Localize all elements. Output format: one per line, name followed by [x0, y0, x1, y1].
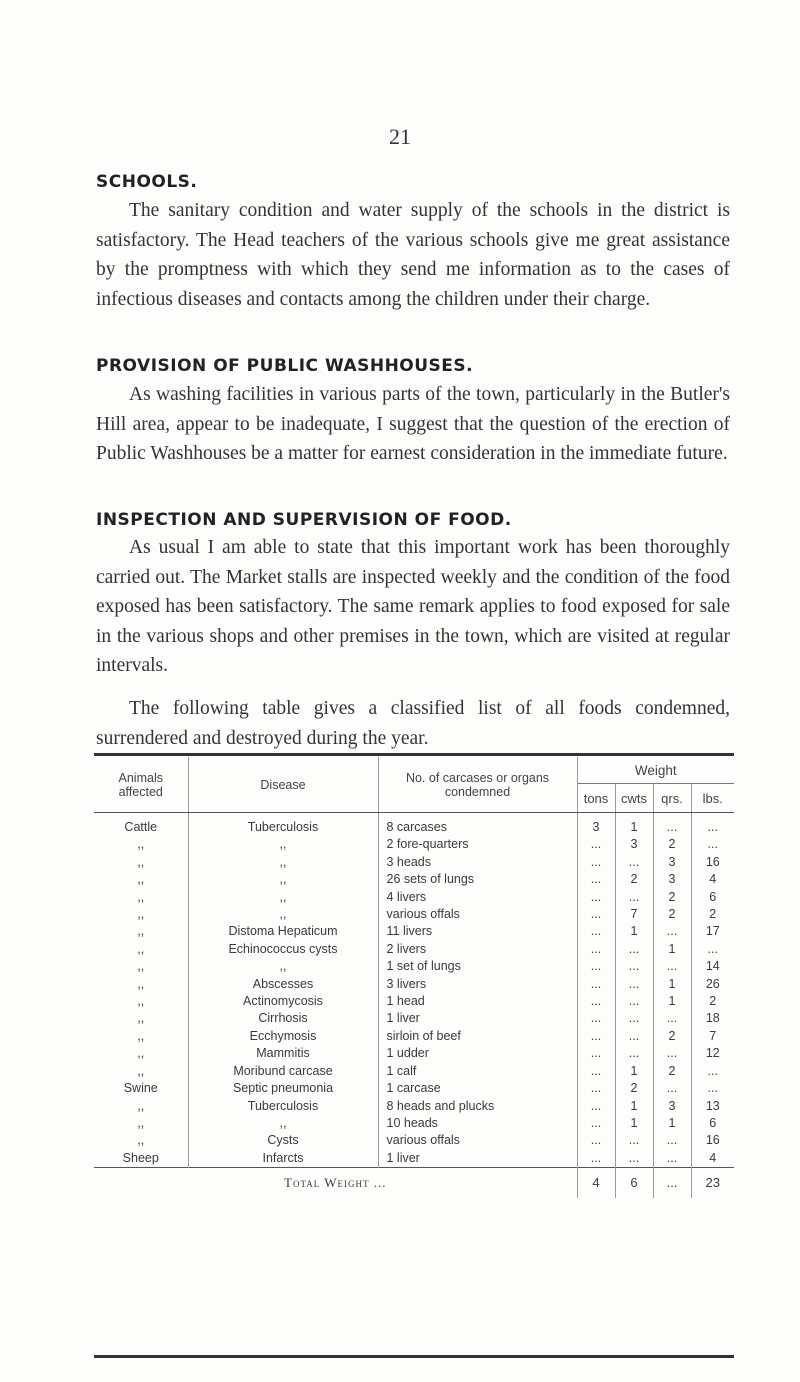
- cell-condemned: 10 heads: [378, 1115, 577, 1132]
- cell-animal: ,,: [94, 993, 188, 1010]
- cell-disease: ,,: [188, 871, 378, 888]
- cell-lbs: 14: [705, 959, 720, 974]
- cell-qrs: ...: [653, 1150, 691, 1168]
- cell-cwts: 1: [615, 1063, 653, 1080]
- food-heading: INSPECTION AND SUPERVISION OF FOOD.: [96, 510, 512, 530]
- table-row: [94, 836, 734, 853]
- cell-lbs: 26: [705, 976, 720, 991]
- cell-cwts: ...: [615, 1010, 653, 1027]
- cell-animal: ,,: [94, 1098, 188, 1115]
- cell-tons: 3: [577, 813, 615, 837]
- header-qrs: qrs.: [653, 784, 691, 813]
- cell-condemned: 2 livers: [378, 941, 577, 958]
- cell-lbs: 2: [709, 907, 717, 922]
- cell-lbs: ...: [707, 837, 718, 852]
- cell-qrs: ...: [653, 1010, 691, 1027]
- cell-lbs: 16: [705, 854, 720, 869]
- schools-heading: SCHOOLS.: [96, 172, 198, 192]
- cell-tons: ...: [577, 958, 615, 975]
- cell-tons: ...: [577, 836, 615, 853]
- cell-qrs: 3: [653, 1098, 691, 1115]
- header-animals: Animals affected: [94, 757, 188, 813]
- cell-cwts: 1: [615, 923, 653, 940]
- cell-condemned: 1 liver: [378, 1150, 577, 1168]
- cell-qrs: 3: [653, 854, 691, 871]
- cell-condemned: various offals: [378, 1132, 577, 1149]
- cell-qrs: 1: [653, 993, 691, 1010]
- total-qrs: ...: [653, 1168, 691, 1199]
- cell-lbs: ...: [707, 820, 718, 834]
- table-row: [94, 1150, 734, 1168]
- total-row: [94, 1168, 734, 1199]
- cell-lbs: 6: [709, 1115, 717, 1130]
- cell-tons: ...: [577, 1132, 615, 1149]
- table-row: [94, 1132, 734, 1149]
- cell-tons: ...: [577, 1080, 615, 1097]
- cell-cwts: 2: [615, 871, 653, 888]
- cell-disease: Cirrhosis: [188, 1010, 378, 1027]
- cell-lbs: 12: [705, 1046, 720, 1061]
- cell-disease: Cysts: [188, 1132, 378, 1149]
- table-intro-paragraph: The following table gives a classified list of all foods condemned, surrendered and destroyed during the year.: [96, 698, 730, 749]
- table-row: [94, 958, 734, 975]
- total-tons: 4: [577, 1168, 615, 1199]
- cell-qrs: 2: [653, 906, 691, 923]
- cell-cwts: ...: [615, 976, 653, 993]
- cell-disease: Moribund carcase: [188, 1063, 378, 1080]
- cell-cwts: ...: [615, 889, 653, 906]
- cell-qrs: ...: [653, 1045, 691, 1062]
- cell-disease: Tuberculosis: [188, 1098, 378, 1115]
- cell-disease: ,,: [188, 958, 378, 975]
- cell-condemned: 1 calf: [378, 1063, 577, 1080]
- cell-disease: Septic pneumonia: [188, 1080, 378, 1097]
- schools-paragraph: The sanitary condition and water supply of the schools in the district is satisfactory. The Head teachers of the various schools give me great assistance by the promptness with which they send me information as to the cases of infectious diseases and contacts among the children under their charge.: [96, 200, 730, 310]
- cell-condemned: 1 head: [378, 993, 577, 1010]
- cell-condemned: 1 udder: [378, 1045, 577, 1062]
- table-row: [94, 1010, 734, 1027]
- cell-tons: ...: [577, 1150, 615, 1168]
- cell-disease: Distoma Hepaticum: [188, 923, 378, 940]
- cell-condemned: 8 carcases: [378, 813, 577, 837]
- cell-cwts: 1: [615, 1115, 653, 1132]
- cell-condemned: 2 fore-quarters: [378, 836, 577, 853]
- cell-lbs: 16: [705, 1133, 720, 1148]
- table-row: [94, 813, 734, 837]
- table-row: [94, 1080, 734, 1097]
- cell-lbs: 7: [709, 1028, 717, 1043]
- cell-condemned: 3 heads: [378, 854, 577, 871]
- cell-animal: ,,: [94, 1028, 188, 1045]
- cell-qrs: ...: [653, 813, 691, 837]
- table-row: [94, 976, 734, 993]
- table-row: [94, 854, 734, 871]
- cell-disease: Infarcts: [188, 1150, 378, 1168]
- cell-animal: ,,: [94, 854, 188, 871]
- cell-condemned: 11 livers: [378, 923, 577, 940]
- table-row: [94, 906, 734, 923]
- cell-disease: Mammitis: [188, 1045, 378, 1062]
- cell-animal: ,,: [94, 1115, 188, 1132]
- cell-animal: ,,: [94, 941, 188, 958]
- table-top-rule: [94, 753, 734, 756]
- cell-disease: Tuberculosis: [188, 813, 378, 837]
- cell-tons: ...: [577, 889, 615, 906]
- cell-tons: ...: [577, 1098, 615, 1115]
- table-row: [94, 1098, 734, 1115]
- cell-lbs: 13: [705, 1098, 720, 1113]
- cell-tons: ...: [577, 871, 615, 888]
- cell-tons: ...: [577, 1115, 615, 1132]
- cell-lbs: ...: [707, 941, 718, 956]
- cell-tons: ...: [577, 1010, 615, 1027]
- condemned-food-table: [94, 757, 734, 1198]
- cell-disease: ,,: [188, 906, 378, 923]
- header-cwts: cwts: [615, 784, 653, 813]
- cell-qrs: 2: [653, 1063, 691, 1080]
- table-row: [94, 1115, 734, 1132]
- cell-condemned: various offals: [378, 906, 577, 923]
- cell-lbs: 2: [709, 994, 717, 1009]
- total-label: Total Weight ...: [94, 1168, 577, 1199]
- cell-cwts: ...: [615, 1045, 653, 1062]
- page-number: 21: [389, 124, 411, 149]
- cell-condemned: sirloin of beef: [378, 1028, 577, 1045]
- header-disease: Disease: [188, 757, 378, 813]
- cell-cwts: ...: [615, 993, 653, 1010]
- cell-tons: ...: [577, 993, 615, 1010]
- cell-cwts: ...: [615, 958, 653, 975]
- cell-tons: ...: [577, 906, 615, 923]
- cell-qrs: ...: [653, 1080, 691, 1097]
- cell-cwts: 1: [615, 1098, 653, 1115]
- cell-animal: ,,: [94, 906, 188, 923]
- cell-qrs: 1: [653, 976, 691, 993]
- washhouses-heading: PROVISION OF PUBLIC WASHHOUSES.: [96, 356, 474, 376]
- cell-animal: Swine: [94, 1080, 188, 1097]
- cell-animal: ,,: [94, 1132, 188, 1149]
- table-row: [94, 871, 734, 888]
- cell-qrs: ...: [653, 1132, 691, 1149]
- cell-disease: Abscesses: [188, 976, 378, 993]
- cell-cwts: 3: [615, 836, 653, 853]
- cell-lbs: 18: [705, 1011, 720, 1026]
- table-row: [94, 1063, 734, 1080]
- cell-animal: ,,: [94, 871, 188, 888]
- cell-condemned: 1 set of lungs: [378, 958, 577, 975]
- cell-condemned: 3 livers: [378, 976, 577, 993]
- food-paragraph: As usual I am able to state that this important work has been thoroughly carried out. The Market stalls are inspected weekly and the condition of the food exposed has been satisfactory. The same remark applies to food exposed for sale in the various shops and other premises in the town, which are visited at regular intervals.: [96, 537, 730, 676]
- cell-disease: ,,: [188, 889, 378, 906]
- table-row: [94, 1028, 734, 1045]
- cell-lbs: 4: [709, 1150, 717, 1165]
- cell-qrs: 1: [653, 941, 691, 958]
- cell-animal: ,,: [94, 958, 188, 975]
- header-lbs: lbs.: [691, 784, 734, 813]
- cell-condemned: 26 sets of lungs: [378, 871, 577, 888]
- cell-disease: ,,: [188, 1115, 378, 1132]
- cell-qrs: 2: [653, 836, 691, 853]
- cell-lbs: 6: [709, 889, 717, 904]
- cell-animal: ,,: [94, 1010, 188, 1027]
- cell-animal: ,,: [94, 836, 188, 853]
- cell-animal: ,,: [94, 1045, 188, 1062]
- cell-animal: ,,: [94, 976, 188, 993]
- table-row: [94, 941, 734, 958]
- header-organs: No. of carcases or organs condemned: [378, 757, 577, 813]
- total-cwts: 6: [615, 1168, 653, 1199]
- cell-disease: ,,: [188, 836, 378, 853]
- cell-qrs: 2: [653, 889, 691, 906]
- cell-tons: ...: [577, 976, 615, 993]
- cell-condemned: 4 livers: [378, 889, 577, 906]
- cell-tons: ...: [577, 941, 615, 958]
- cell-disease: Actinomycosis: [188, 993, 378, 1010]
- cell-animal: ,,: [94, 889, 188, 906]
- header-weight: Weight: [577, 757, 734, 784]
- cell-lbs: 4: [709, 872, 717, 887]
- cell-qrs: 1: [653, 1115, 691, 1132]
- cell-lbs: 17: [705, 924, 720, 939]
- cell-disease: ,,: [188, 854, 378, 871]
- cell-animal: Sheep: [94, 1150, 188, 1168]
- cell-cwts: ...: [615, 941, 653, 958]
- cell-condemned: 8 heads and plucks: [378, 1098, 577, 1115]
- table-row: [94, 993, 734, 1010]
- cell-qrs: ...: [653, 923, 691, 940]
- table-row: [94, 889, 734, 906]
- cell-cwts: ...: [615, 1028, 653, 1045]
- table-row: [94, 923, 734, 940]
- cell-disease: Ecchymosis: [188, 1028, 378, 1045]
- cell-tons: ...: [577, 1028, 615, 1045]
- total-lbs: 23: [691, 1168, 734, 1199]
- cell-cwts: ...: [615, 1132, 653, 1149]
- cell-tons: ...: [577, 923, 615, 940]
- cell-tons: ...: [577, 1063, 615, 1080]
- cell-condemned: 1 liver: [378, 1010, 577, 1027]
- cell-tons: ...: [577, 854, 615, 871]
- table-bottom-rule: [94, 1355, 734, 1358]
- cell-animal: ,,: [94, 923, 188, 940]
- cell-cwts: ...: [615, 1150, 653, 1168]
- cell-qrs: 3: [653, 871, 691, 888]
- washhouses-paragraph: As washing facilities in various parts of the town, particularly in the Butler's Hill area, appear to be inadequate, I suggest that the question of the erection of Public Washhouses be a matter for earnest consideration in the immediate future.: [96, 384, 730, 464]
- cell-qrs: 2: [653, 1028, 691, 1045]
- cell-lbs: ...: [707, 1081, 718, 1096]
- cell-cwts: ...: [615, 854, 653, 871]
- cell-disease: Echinococcus cysts: [188, 941, 378, 958]
- cell-cwts: 2: [615, 1080, 653, 1097]
- cell-animal: ,,: [94, 1063, 188, 1080]
- cell-qrs: ...: [653, 958, 691, 975]
- header-tons: tons: [577, 784, 615, 813]
- table-row: [94, 1045, 734, 1062]
- cell-cwts: 1: [615, 813, 653, 837]
- cell-condemned: 1 carcase: [378, 1080, 577, 1097]
- cell-lbs: ...: [707, 1063, 718, 1078]
- cell-animal: Cattle: [94, 813, 188, 837]
- cell-tons: ...: [577, 1045, 615, 1062]
- cell-cwts: 7: [615, 906, 653, 923]
